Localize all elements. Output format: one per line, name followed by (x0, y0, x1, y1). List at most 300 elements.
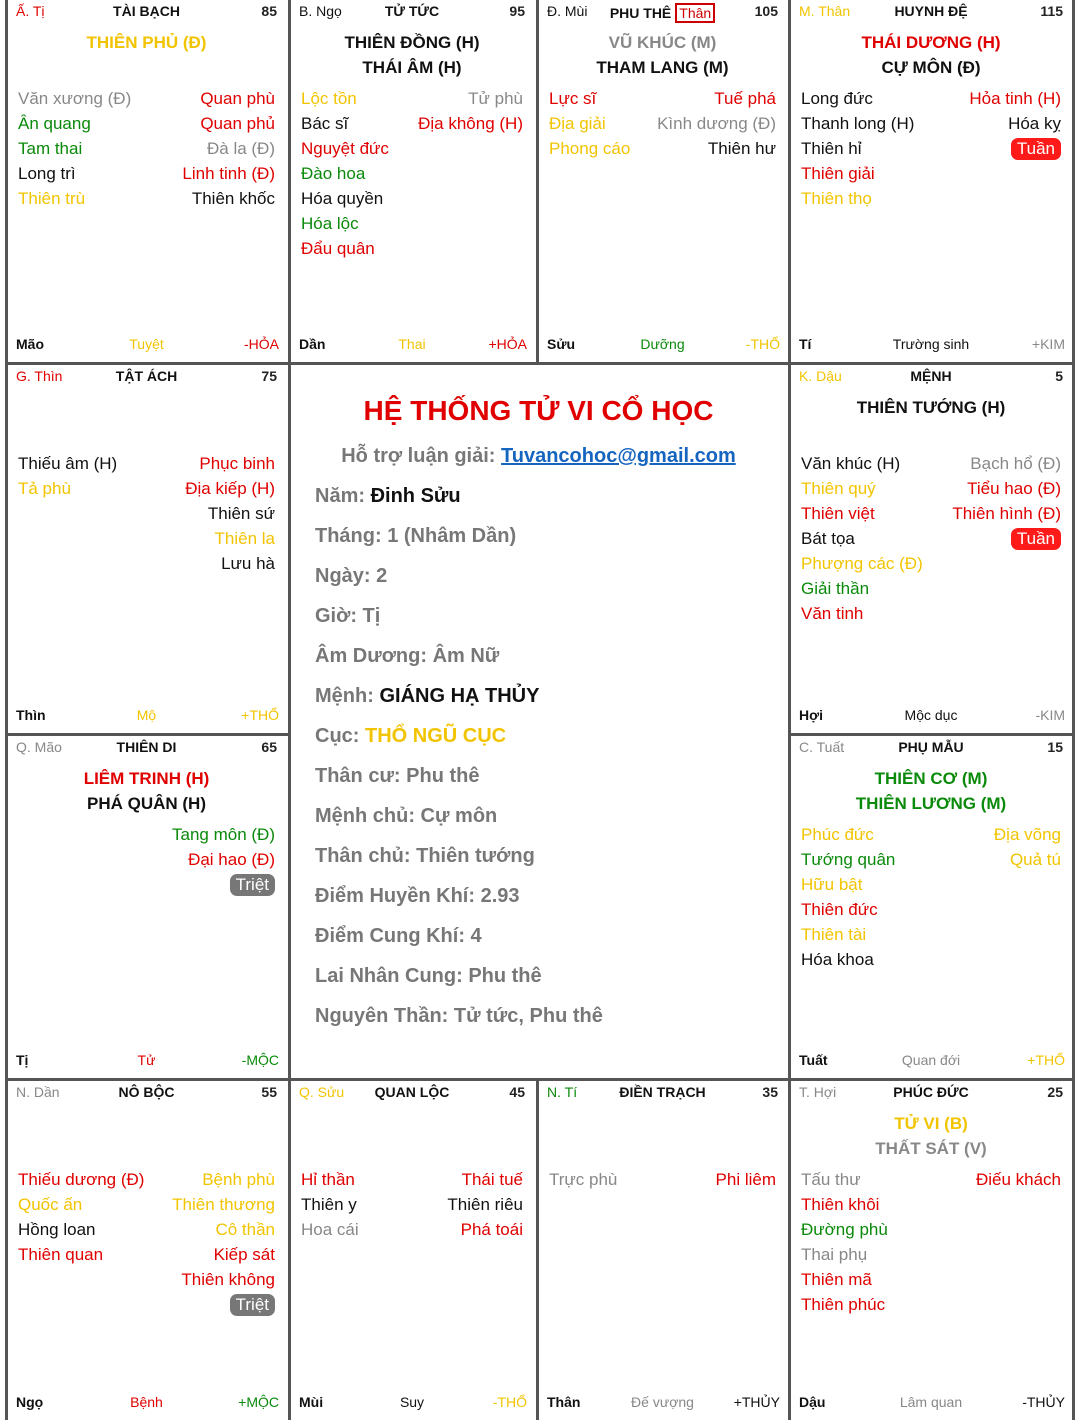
minor-star-label: Hỏa tinh (H) (969, 89, 1061, 108)
palace-earthly-branch: Tị (16, 1052, 29, 1068)
tag-label: Triệt (230, 874, 275, 896)
minor-star (418, 111, 523, 136)
palace-footer (791, 707, 1071, 725)
main-star: THIÊN TƯỚNG (H) (856, 398, 1006, 417)
support-email-link[interactable]: Tuvancohoc@gmail.com (501, 445, 736, 467)
palace-huynh-de[interactable] (791, 2, 1071, 362)
info-value: THỔ NGŨ CỤC (365, 725, 507, 747)
palace-header (791, 367, 1071, 387)
minor-star (200, 86, 275, 111)
star-row (801, 1267, 1061, 1292)
main-star: TỬ VI (B) (894, 1114, 968, 1133)
info-value: Đinh Sửu (370, 485, 461, 507)
info-label: Cục: (315, 725, 360, 747)
minor-stars (801, 1167, 1061, 1317)
palace-phu-the[interactable] (539, 2, 786, 362)
info-label: Âm Dương: Âm Nữ (315, 645, 500, 667)
main-star: PHÁ QUÂN (H) (87, 794, 206, 813)
minor-star: Hóa khoa (801, 950, 874, 969)
palace-name-text: MỆNH (910, 368, 952, 384)
minor-star: Văn xương (Đ) (18, 89, 132, 108)
star-row (801, 451, 1061, 476)
star-row (801, 872, 1061, 897)
info-label: Mệnh: (315, 685, 374, 707)
palace-element: +THỦY (733, 1394, 780, 1410)
palace-footer (791, 1052, 1071, 1070)
info-row (315, 845, 535, 868)
palace-element: +THỔ (1027, 1052, 1065, 1068)
palace-menh[interactable] (791, 367, 1071, 733)
palace-element: -THỦY (1022, 1394, 1065, 1410)
palace-can-chi: K. Dậu (799, 368, 842, 384)
minor-star: Thiên phúc (801, 1295, 886, 1314)
grid-line-horizontal (5, 733, 291, 736)
star-row (18, 1242, 275, 1267)
minor-star (970, 451, 1061, 476)
palace-can-chi: C. Tuất (799, 739, 845, 755)
minor-star (172, 1192, 275, 1217)
minor-star-label: Tuế phá (714, 89, 776, 108)
than-badge: Thân (675, 3, 715, 23)
palace-truong-sinh: Mộ (136, 707, 157, 723)
palace-element: -THỔ (745, 336, 780, 352)
minor-star (207, 136, 275, 161)
palace-footer (8, 1052, 285, 1070)
minor-star: Địa giải (549, 114, 606, 133)
star-row (801, 847, 1061, 872)
minor-stars (801, 451, 1061, 626)
minor-stars (301, 1167, 523, 1242)
minor-star-label: Thiên sứ (207, 504, 275, 523)
main-star: THIÊN LƯƠNG (M) (855, 794, 1007, 813)
star-row (301, 111, 523, 136)
palace-can-chi: G. Thìn (16, 368, 63, 384)
minor-star: Quốc ấn (18, 1195, 83, 1214)
palace-can-chi: Q. Sửu (299, 1084, 345, 1100)
palace-earthly-branch: Dần (299, 336, 326, 352)
star-row (801, 1292, 1061, 1317)
palace-can-chi: M. Thân (799, 3, 851, 19)
minor-star (967, 476, 1061, 501)
info-label: Ngày: 2 (315, 565, 388, 587)
palace-age: 105 (754, 3, 778, 19)
palace-truong-sinh: Suy (399, 1394, 425, 1410)
minor-star: Đào hoa (301, 164, 366, 183)
main-stars (8, 766, 285, 816)
tag-label: Tuần (1011, 138, 1061, 160)
tag-label: Tuần (1011, 528, 1061, 550)
palace-header (791, 2, 1071, 22)
info-row (315, 605, 380, 628)
palace-earthly-branch: Thân (547, 1394, 581, 1410)
star-row (801, 1167, 1061, 1192)
palace-age: 25 (1047, 1084, 1063, 1100)
palace-age: 55 (261, 1084, 277, 1100)
minor-star (215, 526, 275, 551)
palace-earthly-branch: Tí (799, 336, 812, 352)
minor-star: Hữu bật (801, 875, 863, 894)
palace-truong-sinh: Quan đới (901, 1052, 961, 1068)
star-row (801, 576, 1061, 601)
minor-star: Văn tinh (801, 604, 864, 623)
minor-stars (18, 451, 275, 576)
main-star: CỰ MÔN (Đ) (881, 58, 981, 77)
info-label: Thân chủ: Thiên tướng (315, 845, 535, 867)
main-star: LIÊM TRINH (H) (83, 769, 210, 788)
palace-element: +MỘC (238, 1394, 279, 1410)
star-row (18, 501, 275, 526)
palace-dien-trach[interactable] (539, 1083, 786, 1420)
palace-header (8, 1083, 285, 1103)
minor-star: Tam thai (18, 139, 83, 158)
star-row (801, 476, 1061, 501)
star-row (801, 111, 1061, 136)
minor-star (208, 501, 275, 526)
star-row (18, 872, 275, 897)
star-row (18, 136, 275, 161)
minor-star: Tướng quân (801, 850, 896, 869)
star-row (801, 161, 1061, 186)
palace-header (8, 2, 285, 22)
star-row (301, 1192, 523, 1217)
support-label: Hỗ trợ luận giải: (341, 445, 496, 467)
palace-tai-bach[interactable] (8, 2, 285, 362)
minor-stars (18, 1167, 275, 1317)
minor-star-label: Phi liêm (715, 1170, 776, 1189)
triet-tag (230, 1292, 275, 1317)
info-label: Năm: (315, 485, 366, 507)
tag-label: Triệt (230, 1294, 275, 1316)
tuan-tag (1011, 526, 1061, 551)
minor-star (952, 501, 1061, 526)
minor-star: Thai phụ (801, 1245, 868, 1264)
star-row (18, 111, 275, 136)
palace-tu-tuc[interactable] (291, 2, 533, 362)
minor-star (188, 847, 275, 872)
palace-element: -THỔ (492, 1394, 527, 1410)
star-row (18, 476, 275, 501)
minor-star (468, 86, 523, 111)
minor-star-label: Bệnh phù (202, 1170, 275, 1189)
minor-star-label: Thiên không (181, 1270, 275, 1289)
minor-stars (549, 86, 776, 161)
info-label: Lai Nhân Cung: Phu thê (315, 965, 542, 987)
info-label: Tháng: 1 (Nhâm Dần) (315, 525, 517, 547)
minor-star: Phượng các (Đ) (801, 554, 923, 573)
palace-name-text: ĐIỀN TRẠCH (619, 1084, 706, 1100)
palace-header (8, 367, 285, 387)
palace-truong-sinh: Tử (137, 1052, 156, 1068)
minor-star: Tả phù (18, 479, 71, 498)
main-stars (791, 30, 1071, 80)
palace-can-chi: Đ. Mùi (547, 3, 588, 19)
palace-header (8, 738, 285, 758)
star-row (801, 897, 1061, 922)
palace-name-text: TẬT ÁCH (115, 368, 178, 384)
minor-star: Thiên giải (801, 164, 875, 183)
star-row (301, 236, 523, 261)
star-row (18, 1167, 275, 1192)
star-row (801, 601, 1061, 626)
minor-star: Đẩu quân (301, 239, 375, 258)
minor-star (976, 1167, 1061, 1192)
palace-age: 85 (261, 3, 277, 19)
minor-star: Đường phù (801, 1220, 888, 1239)
minor-star: Bát tọa (801, 529, 855, 548)
minor-stars (301, 86, 523, 261)
minor-star-label: Thiên hình (Đ) (952, 504, 1061, 523)
star-row (301, 1217, 523, 1242)
minor-star (714, 86, 776, 111)
minor-star-label: Tử phù (468, 89, 523, 108)
star-row (18, 847, 275, 872)
palace-footer (8, 707, 285, 725)
minor-star (199, 451, 275, 476)
palace-header (791, 738, 1071, 758)
palace-can-chi: Ấ. Tị (16, 3, 45, 19)
palace-name-text: NÔ BỘC (118, 1084, 175, 1100)
main-star: THIÊN CƠ (M) (874, 769, 988, 788)
minor-star-label: Quả tú (1009, 850, 1061, 869)
minor-star (657, 111, 776, 136)
minor-star-label: Địa không (H) (418, 114, 523, 133)
minor-star-label: Phá toái (460, 1220, 523, 1239)
minor-star: Thiên việt (801, 504, 875, 523)
star-row (801, 1192, 1061, 1217)
minor-star: Bác sĩ (301, 114, 349, 133)
minor-star (172, 822, 275, 847)
palace-element: -HỎA (244, 336, 279, 352)
info-row (315, 885, 520, 908)
palace-earthly-branch: Sửu (547, 336, 576, 352)
minor-stars (18, 822, 275, 897)
grid-line-vertical (1072, 0, 1075, 1420)
info-label: Điểm Huyền Khí: 2.93 (315, 885, 520, 907)
minor-star: Thiên hỉ (801, 139, 862, 158)
palace-age: 65 (261, 739, 277, 755)
palace-footer (539, 336, 786, 354)
minor-star (447, 1192, 523, 1217)
minor-stars (801, 86, 1061, 211)
palace-footer (8, 336, 285, 354)
minor-star-label: Quan phù (200, 89, 275, 108)
star-row (301, 186, 523, 211)
main-star: THAM LANG (M) (596, 58, 729, 77)
main-stars (791, 1111, 1071, 1161)
palace-age: 115 (1040, 3, 1063, 19)
minor-stars (549, 1167, 776, 1192)
info-label: Thân cư: Phu thê (315, 765, 480, 787)
palace-age: 35 (762, 1084, 778, 1100)
minor-star-label: Đại hao (Đ) (188, 850, 275, 869)
palace-name-text: TÀI BẠCH (113, 3, 180, 19)
minor-star: Hoa cái (301, 1220, 359, 1239)
minor-star-label: Thái tuế (461, 1170, 523, 1189)
minor-stars (18, 86, 275, 211)
info-row (315, 685, 539, 708)
palace-can-chi: N. Tí (547, 1084, 578, 1100)
star-row (18, 1217, 275, 1242)
minor-star-label: Kình dương (Đ) (657, 114, 776, 133)
palace-truong-sinh: Tuyệt (129, 336, 164, 352)
star-row (301, 136, 523, 161)
minor-stars (801, 822, 1061, 972)
chart-title: HỆ THỐNG TỬ VI CỔ HỌC (363, 395, 714, 426)
info-row (315, 645, 499, 668)
star-row (801, 822, 1061, 847)
minor-star: Thiên mã (801, 1270, 872, 1289)
palace-truong-sinh: Bệnh (130, 1394, 163, 1410)
minor-star (181, 1267, 275, 1292)
palace-earthly-branch: Mùi (299, 1394, 324, 1410)
star-row (801, 1242, 1061, 1267)
minor-star-label: Thiên thương (172, 1195, 275, 1214)
center-info-panel (291, 365, 786, 1078)
star-row (801, 551, 1061, 576)
palace-truong-sinh: Trường sinh (892, 336, 970, 352)
minor-star: Thiên quý (801, 479, 876, 498)
minor-star: Thiên quan (18, 1245, 104, 1264)
main-star: THIÊN PHỦ (Đ) (86, 33, 207, 52)
star-row (801, 526, 1061, 551)
info-row (315, 925, 482, 948)
minor-star-label: Quan phủ (200, 114, 275, 133)
star-row (18, 86, 275, 111)
star-row (801, 1217, 1061, 1242)
palace-element: +HỎA (488, 336, 527, 352)
minor-star-label: Thiên khốc (191, 189, 275, 208)
palace-name-text: PHU THÊ (609, 5, 672, 21)
minor-star: Thiên y (301, 1195, 357, 1214)
palace-truong-sinh: Đế vượng (631, 1394, 694, 1410)
palace-header (291, 2, 533, 22)
minor-star (182, 161, 275, 186)
minor-star: Ân quang (18, 114, 91, 133)
info-label: Điểm Cung Khí: 4 (315, 925, 482, 947)
minor-star: Phong cáo (549, 139, 631, 158)
palace-thien-di[interactable] (8, 738, 285, 1078)
main-star: THIÊN ĐỒNG (H) (344, 33, 480, 52)
minor-star-label: Kiếp sát (213, 1245, 275, 1264)
palace-footer (291, 1394, 533, 1412)
minor-star: Hóa lộc (301, 214, 359, 233)
minor-star-label: Điếu khách (975, 1170, 1061, 1189)
minor-star (461, 1217, 523, 1242)
minor-star-label: Lưu hà (221, 554, 275, 573)
star-row (549, 111, 776, 136)
info-row (315, 725, 506, 748)
palace-footer (791, 336, 1071, 354)
palace-phu-mau[interactable] (791, 738, 1071, 1078)
minor-star: Thiên tài (801, 925, 867, 944)
palace-footer (791, 1394, 1071, 1412)
minor-star (462, 1167, 523, 1192)
star-row (301, 161, 523, 186)
minor-star-label: Địa kiếp (H) (185, 479, 275, 498)
minor-star-label: Đà la (Đ) (206, 139, 275, 158)
minor-star: Thiếu dương (Đ) (18, 1170, 145, 1189)
minor-star (708, 136, 776, 161)
star-row (549, 86, 776, 111)
palace-earthly-branch: Ngọ (16, 1394, 44, 1410)
star-row (18, 161, 275, 186)
info-row (315, 765, 479, 788)
star-row (801, 86, 1061, 111)
palace-can-chi: N. Dần (16, 1084, 60, 1100)
minor-star: Giải thần (801, 579, 870, 598)
info-row (315, 1005, 603, 1028)
palace-can-chi: Q. Mão (16, 739, 62, 755)
main-stars (791, 395, 1071, 420)
palace-quan-loc[interactable] (291, 1083, 533, 1420)
star-row (301, 211, 523, 236)
minor-star: Lộc tồn (301, 89, 357, 108)
star-row (18, 1192, 275, 1217)
minor-star-label: Thiên riêu (447, 1195, 523, 1214)
minor-star: Thiên thọ (801, 189, 872, 208)
star-row (549, 136, 776, 161)
grid-line-horizontal (788, 733, 1075, 736)
palace-can-chi: T. Hợi (799, 1084, 837, 1100)
minor-star (969, 86, 1061, 111)
minor-star: Trực phù (549, 1170, 618, 1189)
minor-star: Hồng loan (18, 1220, 96, 1239)
palace-header (539, 2, 786, 22)
star-row (18, 551, 275, 576)
palace-no-boc[interactable] (8, 1083, 285, 1420)
palace-header (539, 1083, 786, 1103)
star-row (18, 451, 275, 476)
minor-star: Long đức (801, 89, 873, 108)
info-row (315, 485, 461, 508)
star-row (18, 186, 275, 211)
star-row (801, 136, 1061, 161)
palace-earthly-branch: Tuất (799, 1052, 828, 1068)
minor-star (202, 1167, 275, 1192)
palace-name (8, 3, 285, 19)
main-stars (8, 30, 285, 55)
minor-star (214, 1242, 275, 1267)
palace-footer (291, 336, 533, 354)
minor-star (221, 551, 275, 576)
star-row (18, 822, 275, 847)
palace-header (291, 1083, 533, 1103)
minor-star: Hỉ thần (301, 1170, 355, 1189)
palace-phuc-duc[interactable] (791, 1083, 1071, 1420)
palace-truong-sinh: Lâm quan (899, 1394, 963, 1410)
minor-star (1010, 847, 1061, 872)
palace-element: -KIM (1035, 707, 1065, 723)
main-stars (291, 30, 533, 80)
info-row (315, 805, 497, 828)
minor-star: Long trì (18, 164, 76, 183)
minor-star-label: Bạch hổ (Đ) (970, 454, 1061, 473)
info-label: Mệnh chủ: Cự môn (315, 805, 498, 827)
palace-can-chi: B. Ngọ (299, 3, 342, 19)
palace-tat-ach[interactable] (8, 367, 285, 733)
minor-star (716, 1167, 776, 1192)
star-row (801, 501, 1061, 526)
minor-star (185, 476, 275, 501)
tuan-tag (1011, 136, 1061, 161)
palace-header (791, 1083, 1071, 1103)
palace-name-text: TỬ TỨC (384, 3, 440, 19)
minor-star-label: Tiểu hao (Đ) (967, 479, 1061, 498)
minor-star: Thiên trù (18, 189, 86, 208)
info-row (315, 565, 387, 588)
palace-element: +THỔ (241, 707, 279, 723)
minor-star: Thanh long (H) (801, 114, 915, 133)
